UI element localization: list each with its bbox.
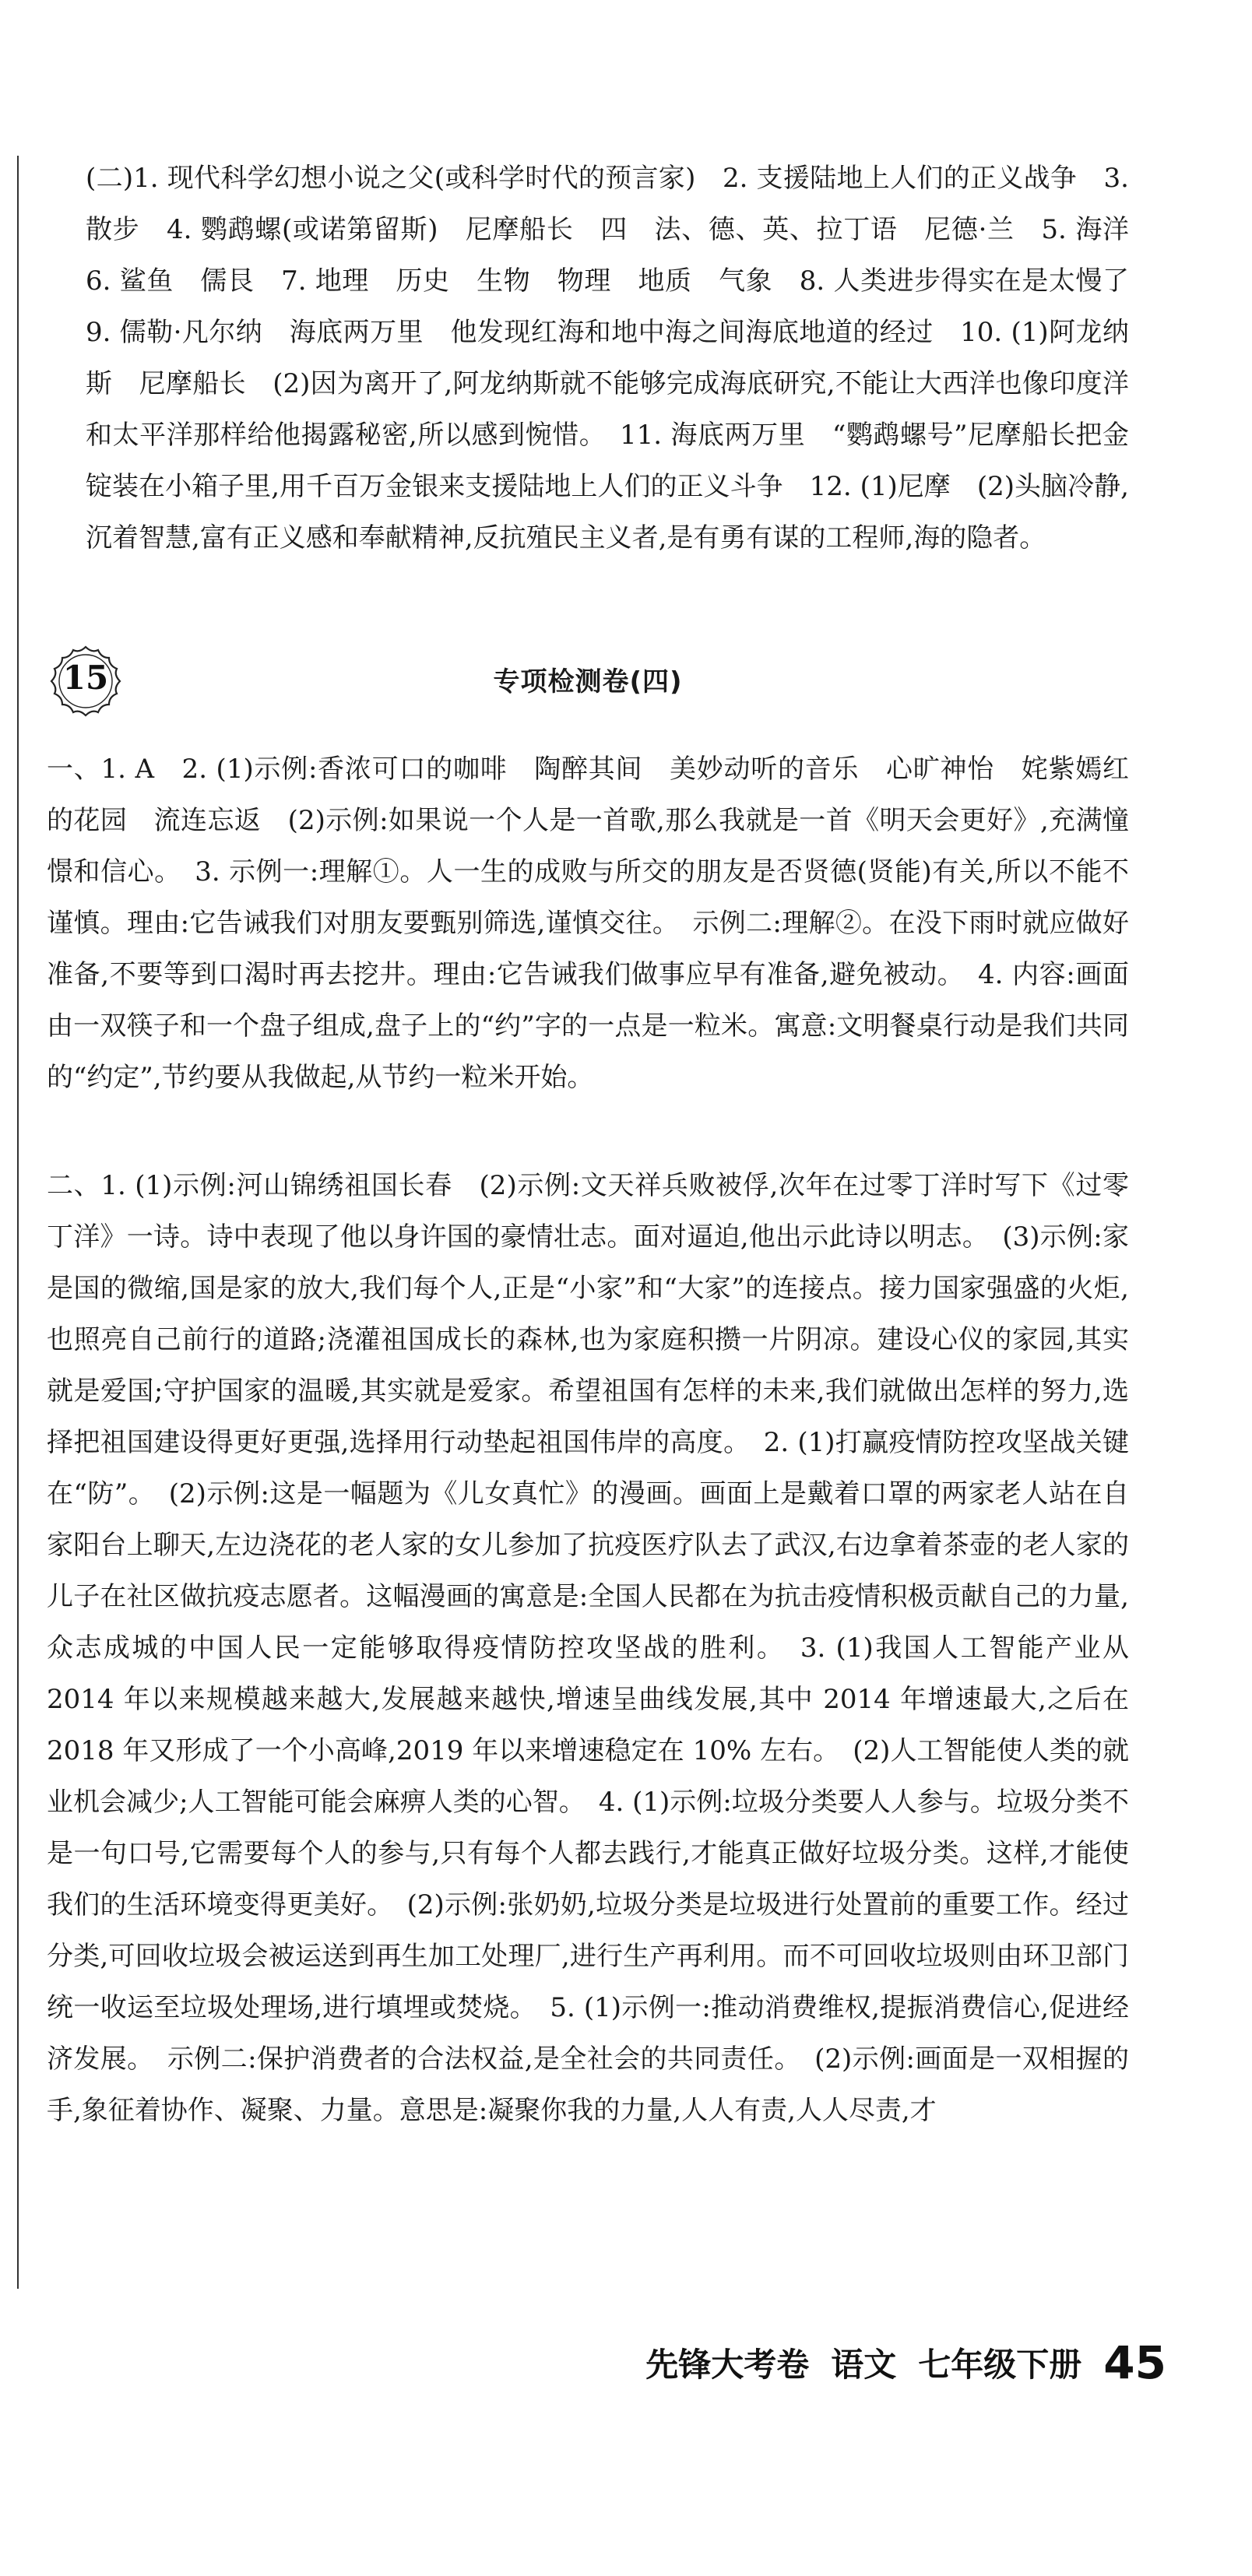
section-title: 专项检测卷(四): [493, 666, 683, 698]
footer-book-title: 先锋大考卷: [645, 2346, 810, 2384]
page-number: 45: [1103, 2336, 1166, 2389]
page-footer: [645, 2335, 1166, 2390]
left-margin-rule: [17, 156, 19, 2289]
footer-grade: 七年级下册: [918, 2346, 1082, 2384]
part-two-answers: 二、1. (1)示例:河山锦绣祖国长春 (2)示例:文天祥兵败被俘,次年在过零丁洋时写下《过零丁洋》一诗。诗中表现了他以身许国的豪情壮志。面对逼迫,他出示此诗以明志。 (3)示例:家是国的微缩,国是家的放大,我们每个人,正是“小家”和“大家”的连接点。接力国家强盛的火炬,也照亮自己前行的道路;浇灌祖国成长的森林,也为家庭积攒一片阴凉。建设心仪的家园,其实就是爱国;守护国家的温暖,其实就是爱家。希望祖国有怎样的未来,我们就做出怎样的努力,选择把祖国建设得更好更强,选择用行动垫起祖国伟岸的高度。 2. (1)打赢疫情防控攻坚战关键在“防”。 (2)示例:这是一幅题为《儿女真忙》的漫画。画面上是戴着口罩的两家老人站在自家阳台上聊天,左边浇花的老人家的女儿参加了抗疫医疗队去了武汉,右边拿着茶壶的老人家的儿子在社区做抗疫志愿者。这幅漫画的寓意是:全国人民都在为抗击疫情积极贡献自己的力量,众志成城的中国人民一定能够取得疫情防控攻坚战的胜利。 3. (1)我国人工智能产业从 2014 年以来规模越来越大,发展越来越快,增速呈曲线发展,其中 2014 年增速最大,之后在 2018 年又形成了一个小高峰,2019 年以来增速稳定在 10% 左右。 (2)人工智能使人类的就业机会减少;人工智能可能会麻痹人类的心智。 4. (1)示例:垃圾分类要人人参与。垃圾分类不是一句口号,它需要每个人的参与,只有每个人都去践行,才能真正做好垃圾分类。这样,才能使我们的生活环境变得更美好。 (2)示例:张奶奶,垃圾分类是垃圾进行处置前的重要工作。经过分类,可回收垃圾会被运送到再生加工处理厂,进行生产再利用。而不可回收垃圾则由环卫部门统一收运至垃圾处理场,进行填埋或焚烧。 5. (1)示例一:推动消费维权,提振消费信心,促进经济发展。 示例二:保护消费者的合法权益,是全社会的共同责任。 (2)示例:画面是一双相握的手,象征着协作、凝聚、力量。意思是:凝聚你我的力量,人人有责,人人尽责,才: [47, 1170, 1129, 2126]
part-one-answers: 一、1. A 2. (1)示例:香浓可口的咖啡 陶醉其间 美妙动听的音乐 心旷神怡 姹紫嫣红的花园 流连忘返 (2)示例:如果说一个人是一首歌,那么我就是一首《明天会更好》,充满憧憬和信心。 3. 示例一:理解①。人一生的成败与所交的朋友是否贤德(贤能)有关,所以不能不谨慎。理由:它告诫我们对朋友要甄别筛选,谨慎交往。 示例二:理解②。在没下雨时就应做好准备,不要等到口渴时再去挖井。理由:它告诫我们做事应早有准备,避免被动。 4. 内容:画面由一双筷子和一个盘子组成,盘子上的“约”字的一点是一粒米。寓意:文明餐桌行动是我们共同的“约定”,节约要从我做起,从节约一粒米开始。: [47, 754, 1129, 1093]
section-header: [47, 638, 1129, 724]
section-novel-answers: (二)1. 现代科学幻想小说之父(或科学时代的预言家) 2. 支援陆地上人们的正义战争 3. 散步 4. 鹦鹉螺(或诺第留斯) 尼摩船长 四 法、德、英、拉丁语 尼德·兰 5. 海洋 6. 鲨鱼 儒艮 7. 地理 历史 生物 物理 地质 气象 8. 人类进步得实在是太慢了 9. 儒勒·凡尔纳 海底两万里 他发现红海和地中海之间海底地道的经过 10. (1)阿龙纳斯 尼摩船长 (2)因为离开了,阿龙纳斯就不能够完成海底研究,不能让大西洋也像印度洋和太平洋那样给他揭露秘密,所以感到惋惜。 11. 海底两万里 “鹦鹉螺号”尼摩船长把金锭装在小箱子里,用千百万金银来支援陆地上人们的正义斗争 12. (1)尼摩 (2)头脑冷静,沉着智慧,富有正义感和奉献精神,反抗殖民主义者,是有勇有谋的工程师,海的隐者。: [86, 163, 1155, 554]
section-number: 15: [62, 658, 109, 697]
footer-subject: 语文: [831, 2346, 897, 2384]
